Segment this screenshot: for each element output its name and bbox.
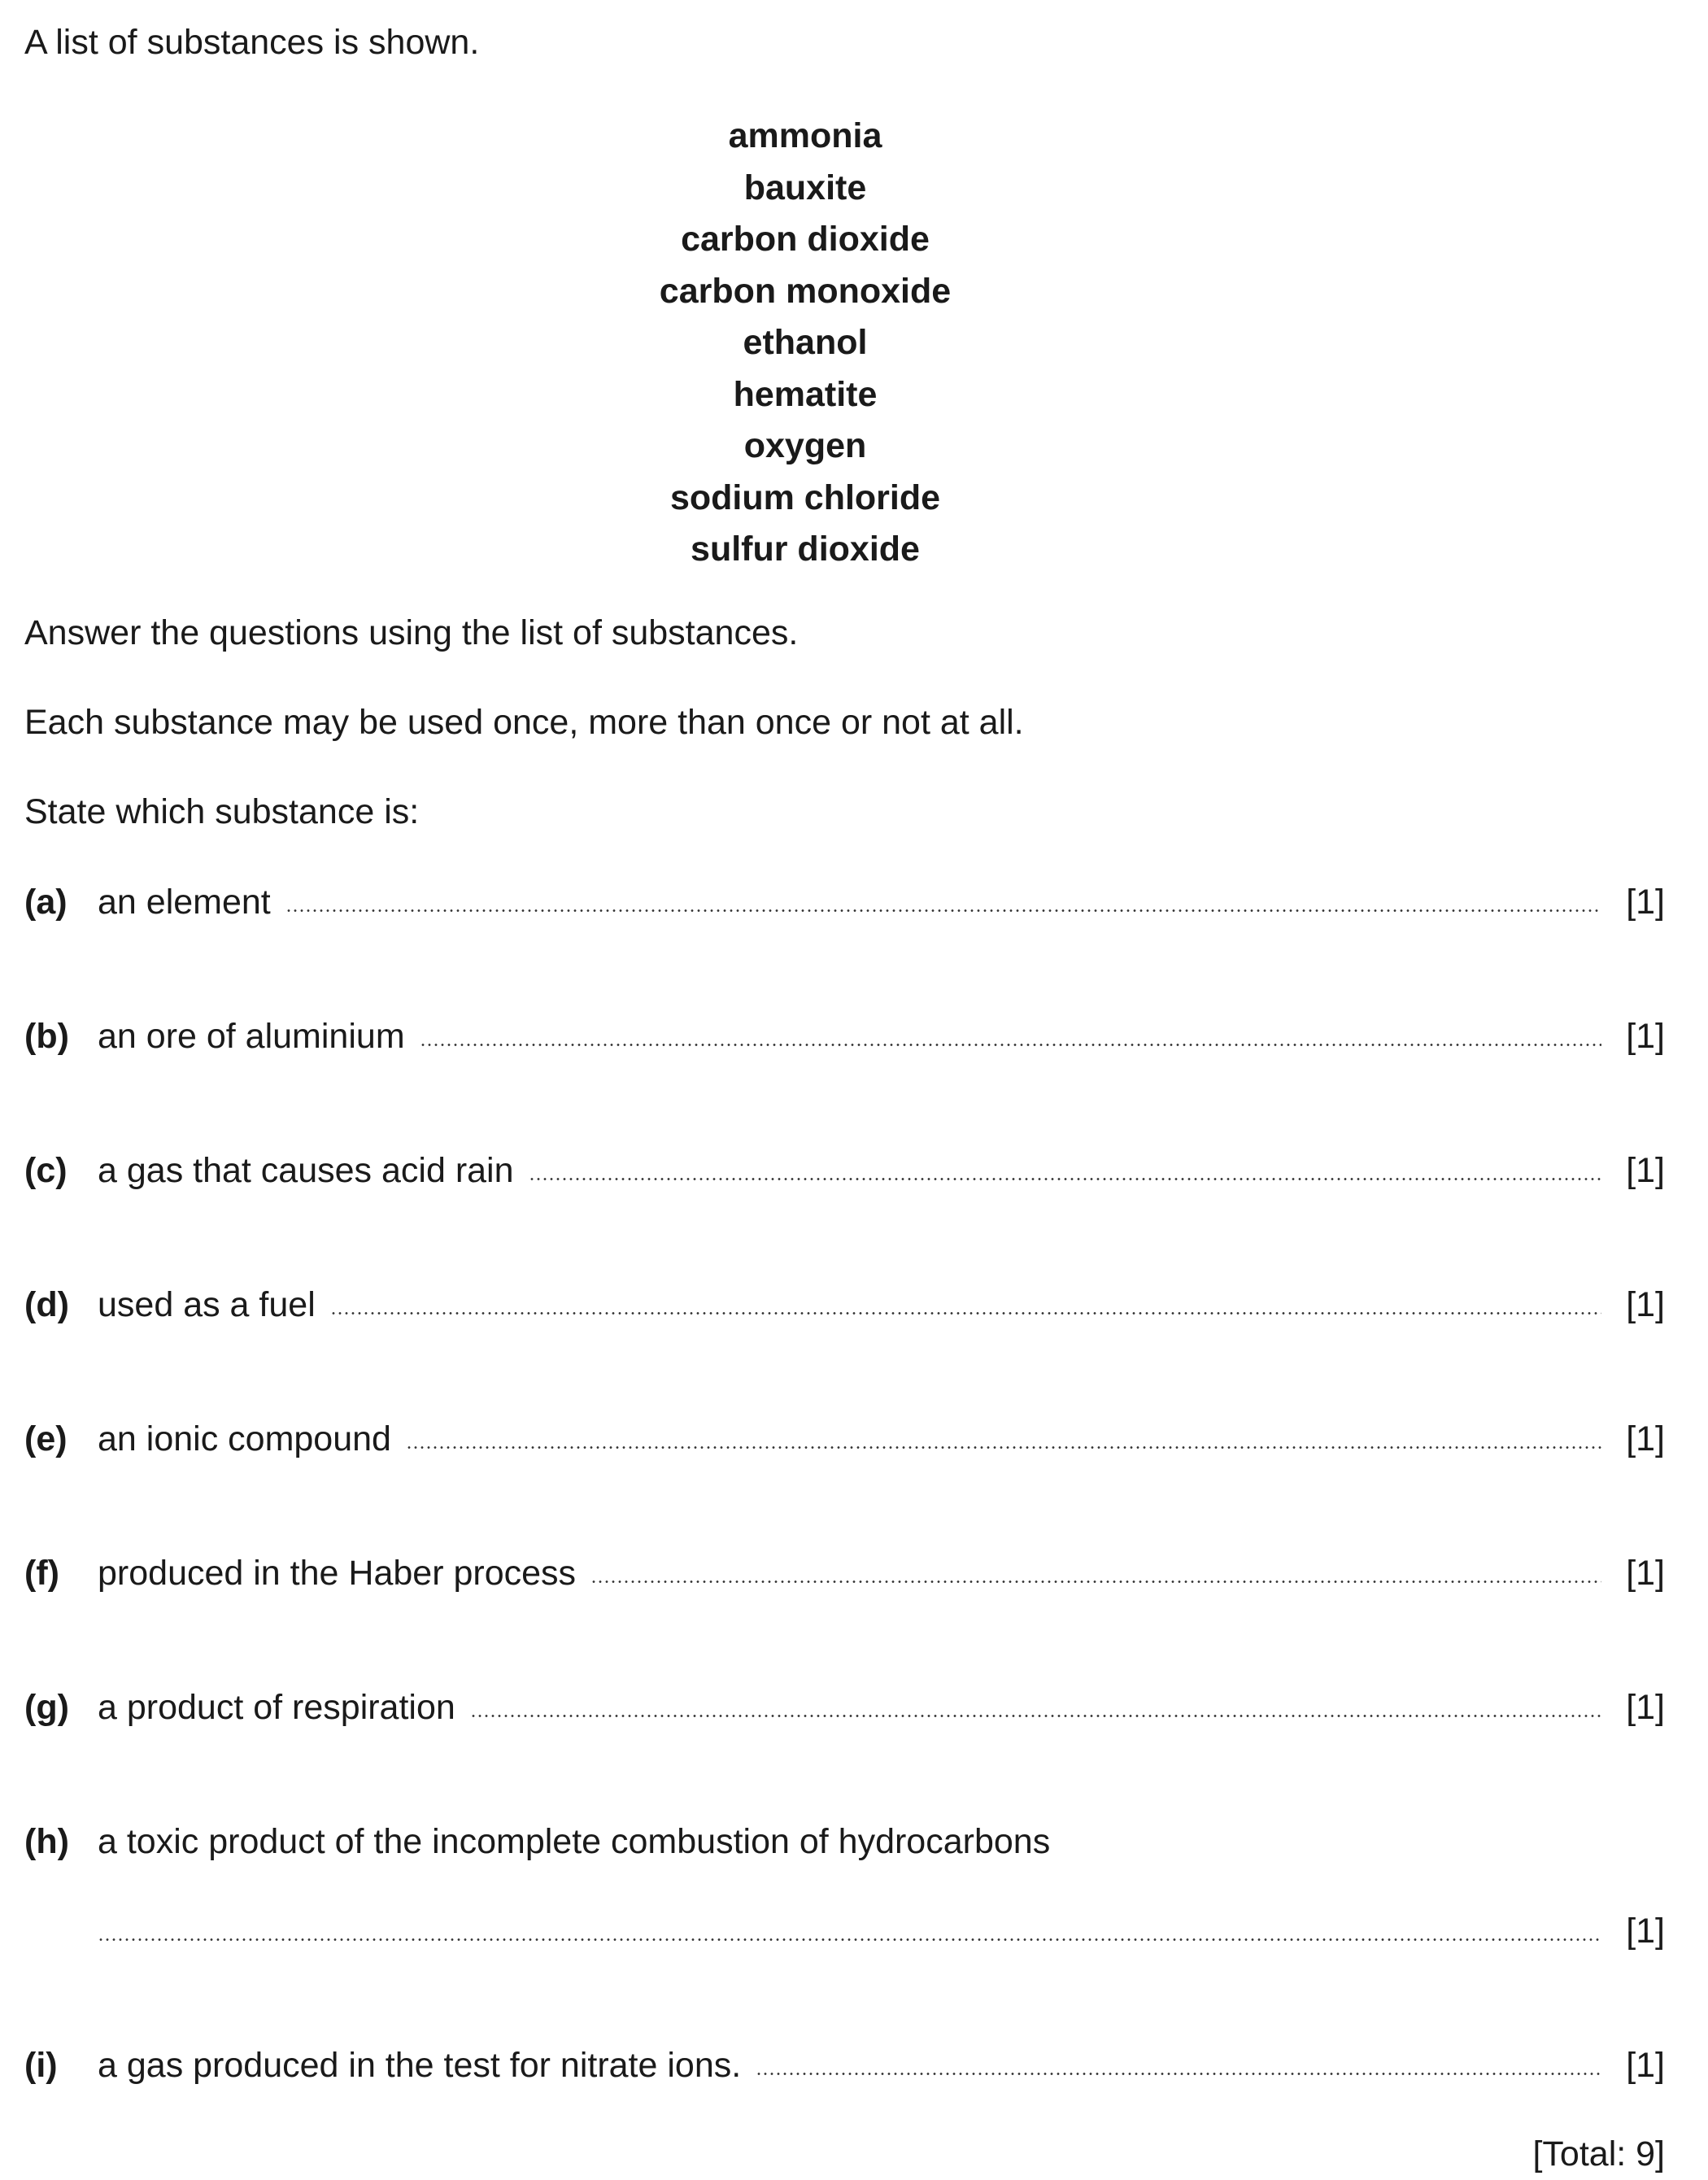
question-label: (b) [24, 1017, 69, 1056]
substance-item: carbon monoxide [659, 271, 952, 311]
question-text: a product of respiration [98, 1688, 455, 1727]
answer-line[interactable] [756, 2073, 1601, 2075]
answer-line[interactable] [590, 1580, 1601, 1583]
instruction-text: Each substance may be used once, more than once or not at all. [24, 703, 1024, 742]
mark-allocation: [1] [1626, 883, 1665, 922]
question-text: an element [98, 883, 271, 922]
total-marks: [Total: 9] [1532, 2134, 1665, 2173]
substance-item: carbon dioxide [681, 220, 930, 259]
answer-line[interactable] [98, 1938, 1601, 1941]
question-row-c [24, 1148, 1665, 1193]
substance-item: ammonia [728, 116, 882, 155]
question-text: a gas that causes acid rain [98, 1151, 514, 1190]
mark-allocation: [1] [1626, 2046, 1665, 2085]
intro-text: A list of substances is shown. [24, 23, 480, 62]
question-h-answer-row [98, 1908, 1665, 1954]
question-row-i [24, 2043, 1665, 2088]
question-row-e [24, 1416, 1665, 1462]
answer-line[interactable] [529, 1178, 1602, 1180]
question-label: (a) [24, 883, 68, 922]
question-row-b [24, 1014, 1665, 1059]
answer-line[interactable] [285, 909, 1601, 912]
question-text: produced in the Haber process [98, 1554, 577, 1593]
mark-allocation: [1] [1626, 1017, 1665, 1056]
substance-item: oxygen [743, 426, 867, 465]
mark-allocation: [1] [1626, 1151, 1665, 1190]
question-text: a toxic product of the incomplete combustion of hydrocarbons [98, 1822, 1051, 1861]
substance-item: hematite [733, 374, 878, 414]
substance-item: ethanol [743, 323, 868, 362]
question-text: used as a fuel [98, 1285, 316, 1324]
substance-item: bauxite [743, 168, 867, 207]
question-label: (h) [24, 1822, 69, 1861]
question-label: (i) [24, 2046, 58, 2085]
question-row-g [24, 1685, 1665, 1730]
mark-allocation: [1] [1626, 1285, 1665, 1324]
question-text: an ore of aluminium [98, 1017, 405, 1056]
question-row-f [24, 1550, 1665, 1596]
question-row-a [24, 879, 1665, 925]
question-row-h [24, 1819, 1050, 1864]
substance-list [0, 111, 1610, 576]
question-label: (d) [24, 1285, 69, 1324]
question-label: (f) [24, 1554, 59, 1593]
instruction-text: State which substance is: [24, 792, 420, 831]
answer-line[interactable] [420, 1044, 1602, 1046]
mark-allocation: [1] [1626, 1688, 1665, 1727]
answer-line[interactable] [330, 1312, 1601, 1315]
answer-line[interactable] [406, 1446, 1601, 1449]
mark-allocation: [1] [1626, 1419, 1665, 1458]
mark-allocation: [1] [1626, 1912, 1665, 1951]
mark-allocation: [1] [1626, 1554, 1665, 1593]
substance-item: sodium chloride [669, 477, 941, 517]
question-label: (e) [24, 1419, 68, 1458]
question-text: a gas produced in the test for nitrate ions. [98, 2046, 742, 2085]
question-row-d [24, 1282, 1665, 1328]
answer-line[interactable] [470, 1715, 1601, 1717]
instruction-text: Answer the questions using the list of substances. [24, 613, 799, 652]
substance-item: sulfur dioxide [691, 530, 920, 569]
question-label: (c) [24, 1151, 68, 1190]
question-text: an ionic compound [98, 1419, 391, 1458]
question-label: (g) [24, 1688, 69, 1727]
